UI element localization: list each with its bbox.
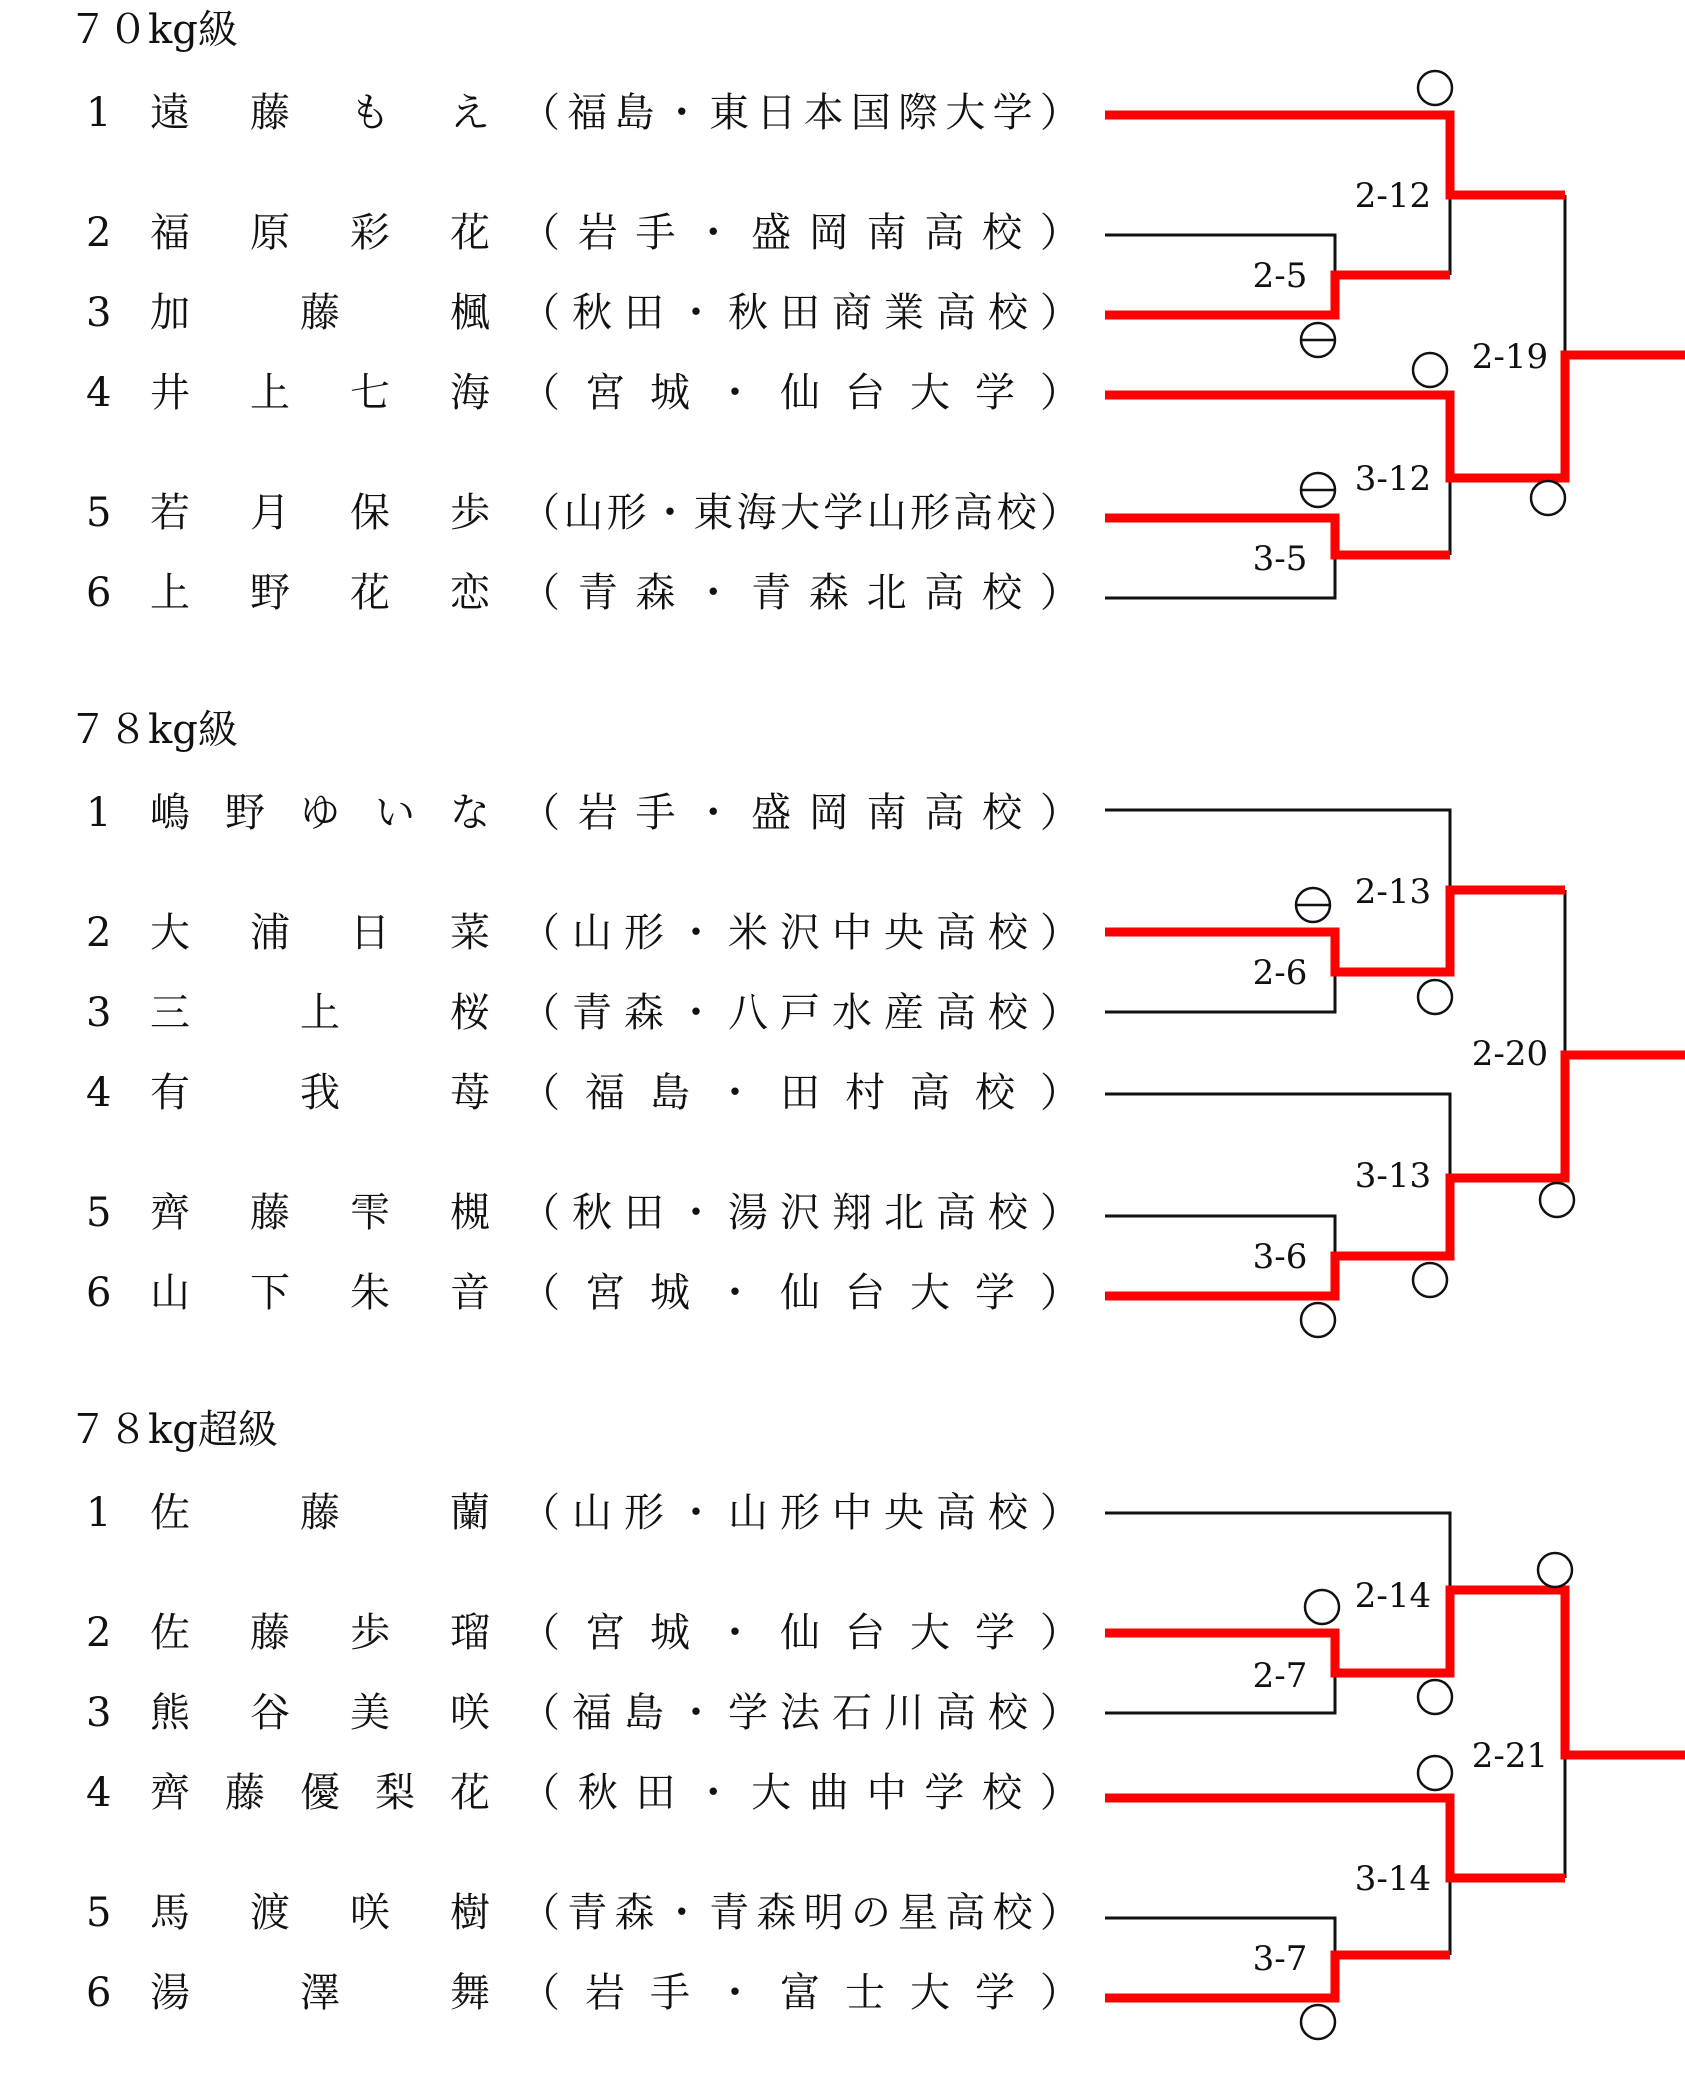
win-mark: [1418, 71, 1452, 105]
player-org: （ 秋 田 ・ 湯 沢 翔 北 高 校 ）: [520, 1190, 1080, 1236]
player-org: （ 岩 手 ・ 富 士 大 学 ）: [520, 1970, 1080, 2016]
player-name: 加 藤 楓: [150, 290, 490, 336]
player-org: （ 山 形 ・ 山 形 中 央 高 校 ）: [520, 1490, 1080, 1536]
match-number: 3-5: [1252, 539, 1308, 579]
player-name: 上 野 花 恋: [150, 570, 490, 616]
seed-number: 5: [86, 1890, 112, 1936]
match-number: 2-19: [1471, 337, 1549, 377]
seed-number: 1: [86, 1490, 112, 1536]
match-number: 2-21: [1471, 1736, 1549, 1776]
match-number: 3-6: [1252, 1237, 1308, 1277]
player-org: （ 福 島 ・ 学 法 石 川 高 校 ）: [520, 1690, 1080, 1736]
weight-class-title: ７８kg超級: [68, 1407, 278, 1453]
seed-number: 3: [86, 290, 112, 336]
player-org: （ 秋 田 ・ 秋 田 商 業 高 校 ）: [520, 290, 1080, 336]
player-name: 馬 渡 咲 樹: [150, 1890, 490, 1936]
advantage-win-mark: [1301, 323, 1335, 357]
seed-number: 1: [86, 790, 112, 836]
seed-number: 6: [86, 570, 112, 616]
player-org: （ 秋 田 ・ 大 曲 中 学 校 ）: [520, 1770, 1080, 1816]
player-name: 有 我 苺: [150, 1070, 490, 1116]
seed-number: 6: [86, 1270, 112, 1316]
seed-number: 2: [86, 910, 112, 956]
player-org: （ 青 森 ・ 八 戸 水 産 高 校 ）: [520, 990, 1080, 1036]
player-name: 齊 藤 優 梨 花: [150, 1770, 490, 1816]
win-mark: [1418, 1756, 1452, 1790]
seed-number: 5: [86, 1190, 112, 1236]
bracket-lines: [0, 1400, 1685, 2100]
player-name: 齊 藤 雫 槻: [150, 1190, 490, 1236]
seed-number: 1: [86, 90, 112, 136]
player-org: （ 青 森 ・ 青 森 北 高 校 ）: [520, 570, 1080, 616]
win-mark: [1540, 1183, 1574, 1217]
match-number: 2-13: [1354, 872, 1432, 912]
match-number: 2-20: [1471, 1034, 1549, 1074]
player-org: （ 宮 城 ・ 仙 台 大 学 ）: [520, 1270, 1080, 1316]
match-number: 2-12: [1354, 176, 1432, 216]
win-mark: [1418, 1680, 1452, 1714]
bracket-over-78kg: [0, 1400, 1685, 2100]
win-mark: [1413, 353, 1447, 387]
player-org: （ 岩 手 ・ 盛 岡 南 高 校 ）: [520, 210, 1080, 256]
seed-number: 3: [86, 1690, 112, 1736]
match-number: 2-14: [1354, 1576, 1432, 1616]
seed-number: 5: [86, 490, 112, 536]
win-mark: [1301, 1303, 1335, 1337]
match-number: 3-14: [1354, 1859, 1432, 1899]
seed-number: 2: [86, 1610, 112, 1656]
win-mark: [1538, 1553, 1572, 1587]
player-name: 熊 谷 美 咲: [150, 1690, 490, 1736]
player-org: （ 岩 手 ・ 盛 岡 南 高 校 ）: [520, 790, 1080, 836]
win-mark: [1305, 1590, 1339, 1624]
player-name: 井 上 七 海: [150, 370, 490, 416]
win-mark: [1531, 481, 1565, 515]
player-org: （ 宮 城 ・ 仙 台 大 学 ）: [520, 1610, 1080, 1656]
weight-class-title: ７０kg級: [68, 7, 238, 53]
player-name: 嶋 野 ゆ い な: [150, 790, 490, 836]
bracket-78kg: [0, 700, 1685, 1400]
player-name: 三 上 桜: [150, 990, 490, 1036]
seed-number: 3: [86, 990, 112, 1036]
player-name: 湯 澤 舞: [150, 1970, 490, 2016]
seed-number: 4: [86, 1070, 112, 1116]
match-number: 3-12: [1354, 459, 1432, 499]
player-name: 遠 藤 も え: [150, 90, 490, 136]
weight-class-title: ７８kg級: [68, 707, 238, 753]
winner-line: [1105, 115, 1565, 195]
bracket-lines: [0, 0, 1685, 700]
win-mark: [1413, 1263, 1447, 1297]
advantage-win-mark: [1296, 888, 1330, 922]
advantage-win-mark: [1301, 473, 1335, 507]
player-org: （ 福 島 ・ 東 日 本 国 際 大 学 ）: [520, 90, 1080, 136]
match-number: 3-7: [1252, 1939, 1308, 1979]
player-org: （ 山 形 ・ 米 沢 中 央 高 校 ）: [520, 910, 1080, 956]
player-name: 山 下 朱 音: [150, 1270, 490, 1316]
player-name: 大 浦 日 菜: [150, 910, 490, 956]
match-number: 2-6: [1252, 953, 1308, 993]
player-org: （ 青 森 ・ 青 森 明 の 星 高 校 ）: [520, 1890, 1080, 1936]
match-number: 2-5: [1252, 256, 1308, 296]
win-mark: [1301, 2005, 1335, 2039]
player-org: （ 山 形 ・ 東 海 大 学 山 形 高 校 ）: [520, 490, 1080, 536]
match-number: 2-7: [1252, 1656, 1308, 1696]
win-mark: [1418, 980, 1452, 1014]
player-name: 佐 藤 歩 瑠: [150, 1610, 490, 1656]
seed-number: 2: [86, 210, 112, 256]
player-name: 若 月 保 歩: [150, 490, 490, 536]
player-name: 福 原 彩 花: [150, 210, 490, 256]
match-number: 3-13: [1354, 1156, 1432, 1196]
player-name: 佐 藤 蘭: [150, 1490, 490, 1536]
bracket-lines: [0, 700, 1685, 1400]
bracket-70kg: [0, 0, 1685, 700]
winner-line: [1105, 890, 1565, 972]
winner-line: [1105, 1798, 1565, 1878]
seed-number: 6: [86, 1970, 112, 2016]
seed-number: 4: [86, 1770, 112, 1816]
seed-number: 4: [86, 370, 112, 416]
player-org: （ 宮 城 ・ 仙 台 大 学 ）: [520, 370, 1080, 416]
player-org: （ 福 島 ・ 田 村 高 校 ）: [520, 1070, 1080, 1116]
